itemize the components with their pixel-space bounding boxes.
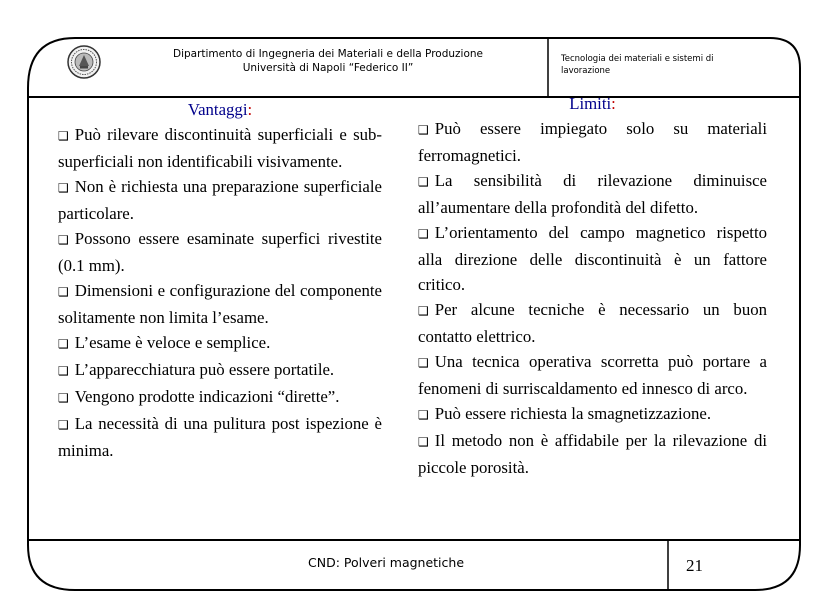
limits-item [418, 401, 767, 428]
department-name [108, 47, 548, 75]
department-line: Dipartimento di Ingegneria dei Materiali e della Produzione [172, 48, 484, 60]
advantages-item [58, 330, 382, 357]
limits-section [418, 91, 767, 480]
course-line-2: lavorazione [561, 66, 611, 76]
university-seal-icon [67, 45, 101, 79]
limits-item-text: La sensibilità di rilevazione diminuisce all’aumentare della profondità del difetto. [418, 171, 767, 217]
limits-item-text: Il metodo non è affidabile per la rilevazione di piccole porosità. [418, 431, 767, 477]
advantages-item-text: La necessità di una pulitura post ispezione è minima. [58, 414, 382, 460]
advantages-item-text: Vengono prodotte indicazioni “dirette”. [74, 387, 340, 406]
advantages-item [58, 357, 382, 384]
limits-item-text: Può essere impiegato solo su materiali ferromagnetici. [418, 119, 767, 165]
checkbox-bullet-icon: ❑ [418, 408, 429, 422]
checkbox-bullet-icon: ❑ [58, 391, 69, 405]
limits-item-text: Una tecnica operativa scorretta può portare a fenomeni di surriscaldamento ed innesco di arco. [418, 352, 767, 398]
advantages-item [58, 122, 382, 174]
checkbox-bullet-icon: ❑ [418, 175, 429, 189]
university-line: Università di Napoli “Federico II” [242, 62, 414, 74]
limits-item [418, 428, 767, 480]
limits-item [418, 168, 767, 220]
advantages-item [58, 174, 382, 226]
course-title [561, 53, 714, 77]
limits-item-text: Può essere richiesta la smagnetizzazione. [434, 404, 712, 423]
checkbox-bullet-icon: ❑ [418, 356, 429, 370]
checkbox-bullet-icon: ❑ [418, 304, 429, 318]
advantages-item-text: Non è richiesta una preparazione superficiale particolare. [58, 177, 382, 223]
footer-topic: CND: Polveri magnetiche [308, 555, 465, 570]
advantages-item [58, 411, 382, 463]
course-line-1: Tecnologia dei materiali e sistemi di [561, 54, 714, 64]
limits-item [418, 349, 767, 401]
advantages-title: Vantaggi: [187, 100, 253, 119]
advantages-item [58, 226, 382, 278]
checkbox-bullet-icon: ❑ [58, 418, 69, 432]
advantages-item-text: L’apparecchiatura può essere portatile. [74, 360, 335, 379]
advantages-item [58, 384, 382, 411]
advantages-item-text: Può rilevare discontinuità superficiali e sub-superficiali non identificabili visivamente. [58, 125, 382, 171]
advantages-item-text: Dimensioni e configurazione del componente solitamente non limita l’esame. [58, 281, 382, 327]
limits-item-text: L’orientamento del campo magnetico rispetto alla direzione delle discontinuità è un fattore critico. [418, 223, 767, 294]
limits-item [418, 297, 767, 349]
checkbox-bullet-icon: ❑ [418, 435, 429, 449]
limits-item [418, 220, 767, 297]
checkbox-bullet-icon: ❑ [58, 364, 69, 378]
page-number: 21 [686, 556, 703, 575]
checkbox-bullet-icon: ❑ [58, 129, 69, 143]
checkbox-bullet-icon: ❑ [418, 123, 429, 137]
advantages-section [58, 97, 382, 463]
limits-item-text: Per alcune tecniche è necessario un buon contatto elettrico. [418, 300, 767, 346]
advantages-item-text: Possono essere esaminate superfici rivestite (0.1 mm). [58, 229, 382, 275]
checkbox-bullet-icon: ❑ [58, 233, 69, 247]
checkbox-bullet-icon: ❑ [58, 337, 69, 351]
advantages-item [58, 278, 382, 330]
advantages-item-text: L’esame è veloce e semplice. [74, 333, 271, 352]
checkbox-bullet-icon: ❑ [58, 181, 69, 195]
checkbox-bullet-icon: ❑ [58, 285, 69, 299]
limits-item [418, 116, 767, 168]
checkbox-bullet-icon: ❑ [418, 227, 429, 241]
limits-title: Limiti: [569, 94, 616, 113]
